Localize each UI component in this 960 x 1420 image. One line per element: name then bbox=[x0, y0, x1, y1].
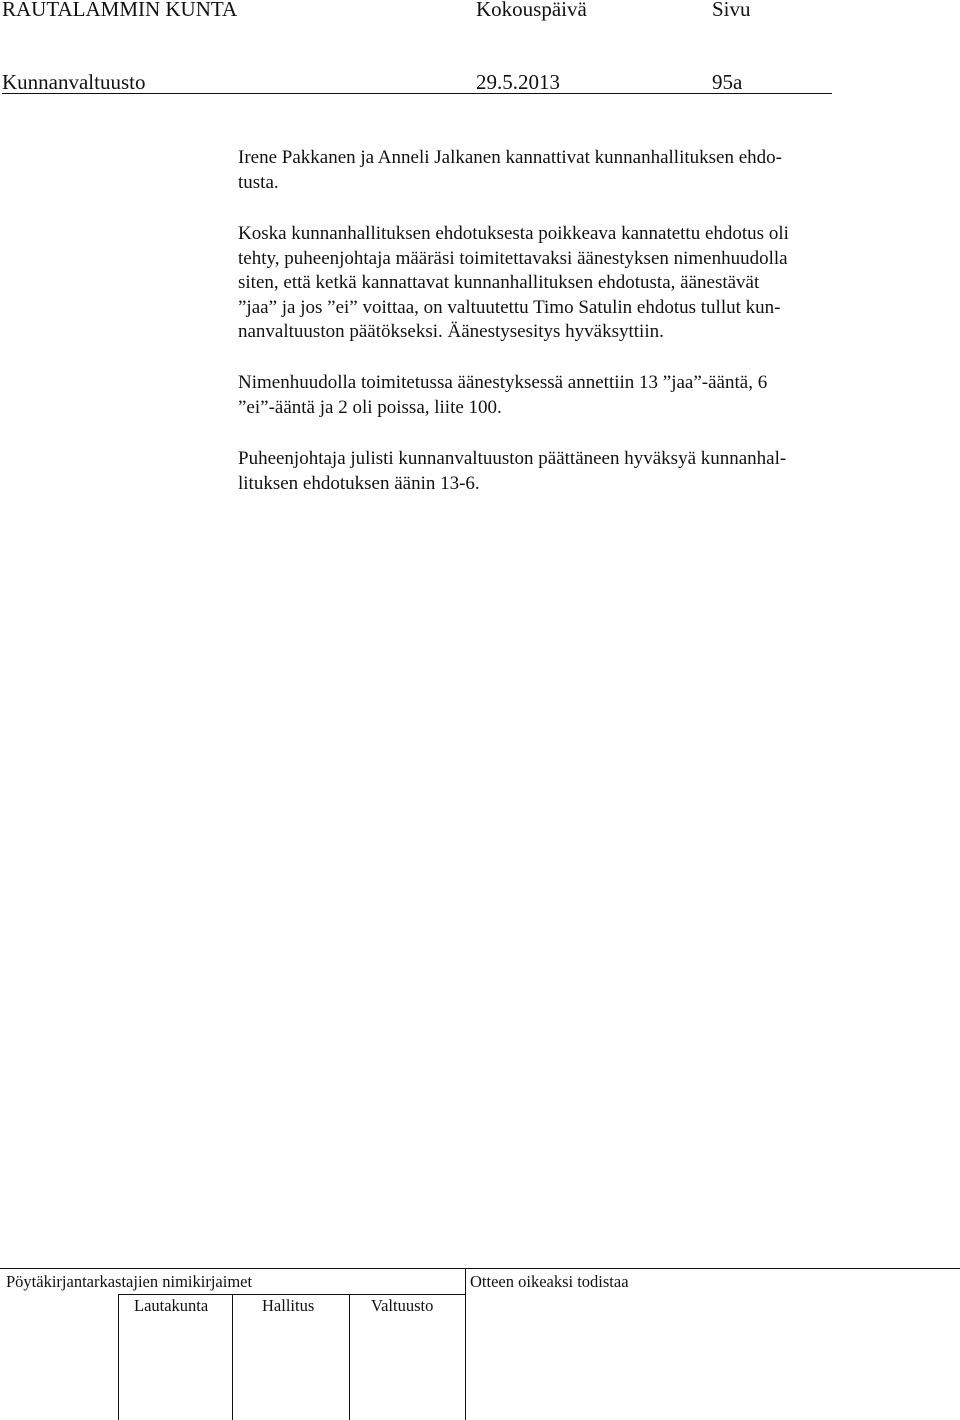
text-line: lituksen ehdotuksen äänin 13-6. bbox=[238, 472, 480, 494]
paragraph-voting-procedure bbox=[238, 222, 878, 345]
text-line: tusta. bbox=[238, 171, 279, 193]
text-line: siten, että ketkä kannattavat kunnanhallituksen ehdotusta, äänestävät bbox=[238, 272, 760, 293]
paragraph-vote-result bbox=[238, 371, 878, 420]
page-label: Sivu bbox=[712, 0, 751, 21]
meeting-date: 29.5.2013 bbox=[476, 70, 560, 94]
text-line: Koska kunnanhallituksen ehdotuksesta poikkeava kannatettu ehdotus oli bbox=[238, 223, 789, 244]
text-line: Puheenjohtaja julisti kunnanvaltuuston päättäneen hyväksyä kunnanhal- bbox=[238, 448, 787, 469]
text-line: ”jaa” ja jos ”ei” voittaa, on valtuutettu Timo Satulin ehdotus tullut kun- bbox=[238, 296, 781, 318]
text-line: ”ei”-ääntä ja 2 oli poissa, liite 100. bbox=[238, 396, 502, 418]
column-divider bbox=[349, 1294, 350, 1420]
organization-name: RAUTALAMMIN KUNTA bbox=[2, 0, 238, 21]
signatures-label: Pöytäkirjantarkastajien nimikirjaimet bbox=[6, 1272, 253, 1291]
paragraph-seconding bbox=[238, 146, 878, 195]
page-number: 95a bbox=[712, 70, 743, 94]
section-divider bbox=[465, 1268, 466, 1420]
text-line: Nimenhuudolla toimitetussa äänestyksessä annettiin 13 ”jaa”-ääntä, 6 bbox=[238, 372, 768, 393]
column-valtuusto: Valtuusto bbox=[371, 1296, 434, 1315]
paragraph-decision bbox=[238, 447, 878, 496]
council-name: Kunnanvaltuusto bbox=[2, 70, 146, 94]
column-divider bbox=[232, 1294, 233, 1420]
certified-copy-label: Otteen oikeaksi todistaa bbox=[470, 1272, 629, 1291]
column-lautakunta: Lautakunta bbox=[134, 1296, 209, 1315]
header-underline bbox=[2, 93, 832, 94]
meeting-date-label: Kokouspäivä bbox=[476, 0, 587, 21]
text-line: nanvaltuuston päätökseksi. Äänestysesitys hyväksyttiin. bbox=[238, 321, 664, 342]
footer-top-rule bbox=[0, 1268, 960, 1269]
column-hallitus: Hallitus bbox=[262, 1296, 315, 1315]
column-divider bbox=[118, 1294, 119, 1420]
text-line: Irene Pakkanen ja Anneli Jalkanen kannattivat kunnanhallituksen ehdo- bbox=[238, 147, 782, 168]
text-line: tehty, puheenjohtaja määräsi toimitettavaksi äänestyksen nimenhuudolla bbox=[238, 247, 788, 269]
column-header-rule bbox=[118, 1294, 465, 1295]
